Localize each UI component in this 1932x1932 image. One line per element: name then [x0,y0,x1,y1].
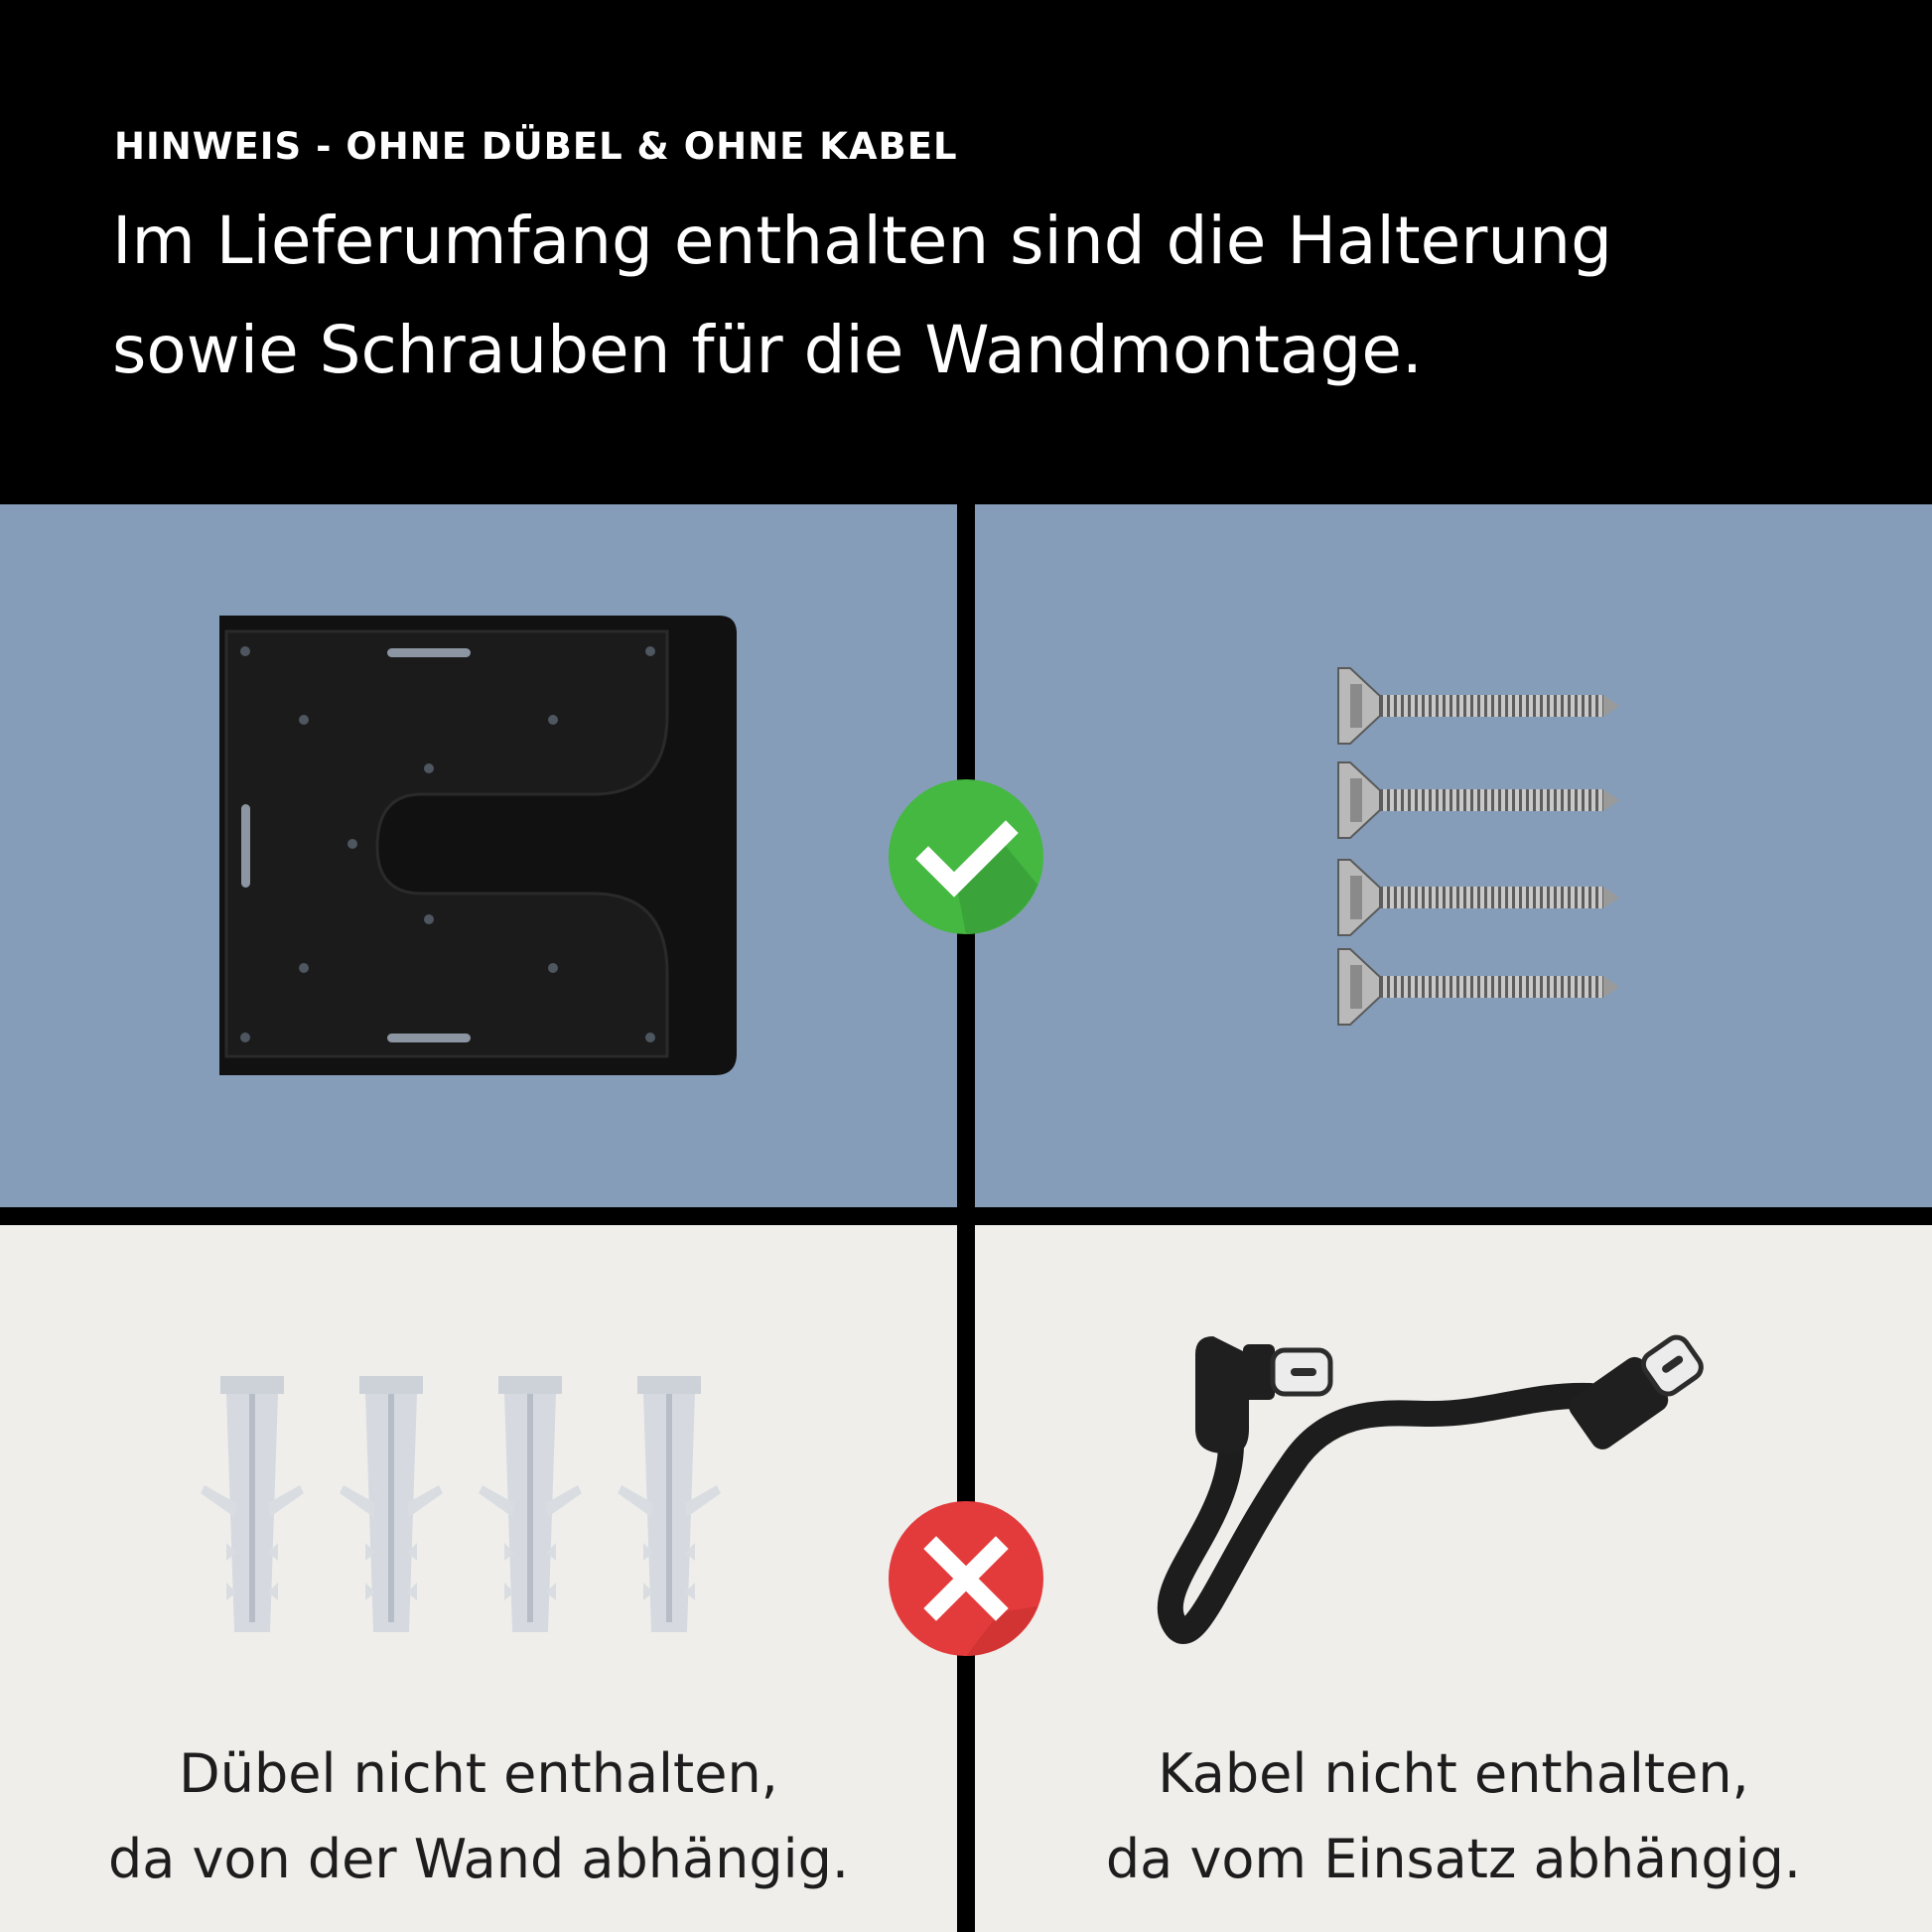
header-banner [0,0,1932,502]
wall-bracket-icon [0,504,957,1207]
wall-plug-icon [0,1225,957,1682]
dowels-caption [0,1731,957,1902]
dowels-caption-line-2: da von der Wand abhängig. [107,1828,850,1890]
dowels-caption-line-1: Dübel nicht enthalten, [179,1742,778,1805]
cable-caption-line-2: da vom Einsatz abhängig. [1105,1828,1802,1890]
screws-panel [975,504,1932,1207]
dowels-panel [0,1225,957,1932]
screw-icon [975,504,1932,1207]
usb-c-cable-icon [975,1225,1932,1682]
cable-caption [975,1731,1932,1902]
headline [112,187,1800,405]
headline-line-2: sowie Schrauben für die Wandmontage. [112,312,1423,388]
bracket-panel [0,504,957,1207]
cable-panel [975,1225,1932,1932]
headline-line-1: Im Lieferumfang enthalten sind die Halterung [112,203,1612,279]
cross-icon [889,1501,1043,1656]
cable-caption-line-1: Kabel nicht enthalten, [1158,1742,1749,1805]
checkmark-icon [889,779,1043,934]
notice-kicker: HINWEIS - OHNE DÜBEL & OHNE KABEL [114,125,958,168]
